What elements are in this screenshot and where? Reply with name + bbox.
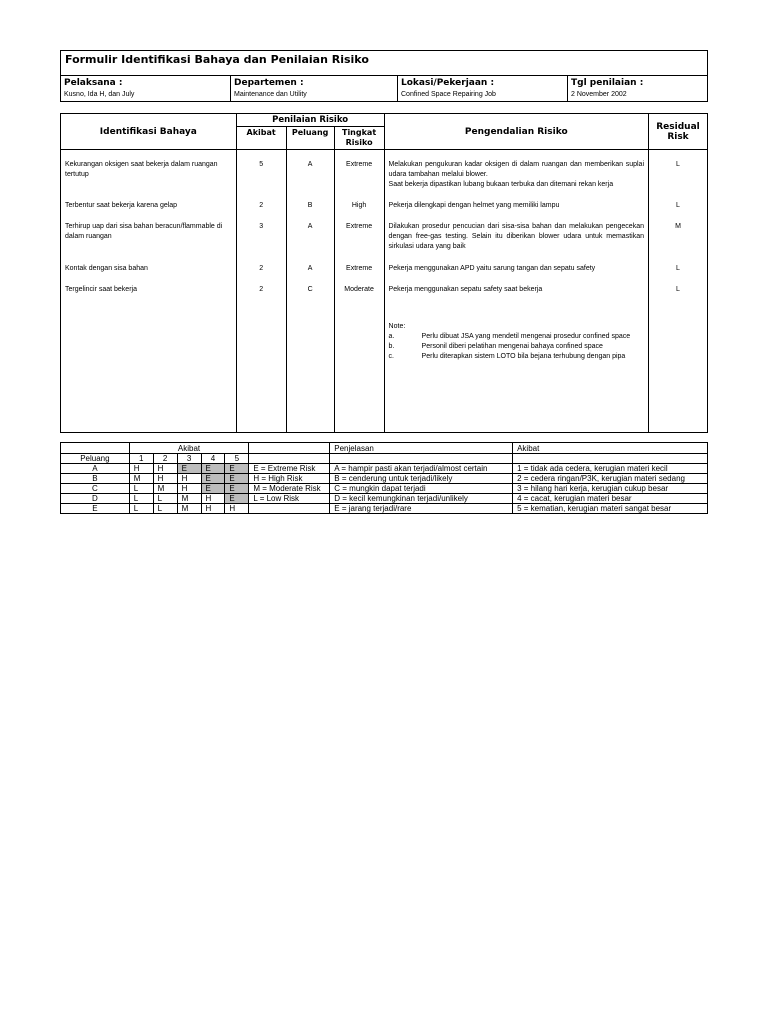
legend-akibat: 3 = hilang hari kerja, kerugian cukup besar bbox=[513, 484, 708, 494]
legend-peluang: E bbox=[61, 504, 130, 514]
control-item: Pekerja menggunakan sepatu safety saat bekerja bbox=[388, 286, 543, 293]
legend-penjelasan-header: Penjelasan bbox=[330, 443, 513, 454]
hazard-column bbox=[61, 150, 237, 433]
legend-penjelasan: E = jarang terjadi/rare bbox=[330, 504, 513, 514]
tingkat-value: Extreme bbox=[346, 265, 373, 272]
legend-col-header: 4 bbox=[201, 454, 225, 464]
peluang-value: A bbox=[307, 265, 313, 272]
info-value: Maintenance dan Utility bbox=[234, 91, 307, 98]
control-text: Saat bekerja dipastikan lubang bukaan terbuka dan ditemani rekan kerja bbox=[388, 181, 614, 188]
legend-penjelasan: D = kecil kemungkinan terjadi/unlikely bbox=[330, 494, 513, 504]
header-assessment: Penilaian Risiko bbox=[236, 114, 384, 127]
akibat-column bbox=[236, 150, 286, 433]
matrix-cell: H bbox=[201, 494, 225, 504]
legend-row bbox=[61, 464, 708, 474]
legend-blank bbox=[513, 454, 708, 464]
tingkat-value: Extreme bbox=[346, 223, 373, 230]
residual-value: L bbox=[676, 161, 680, 168]
legend-row bbox=[61, 504, 708, 514]
legend-penjelasan: A = hampir pasti akan terjadi/almost certain bbox=[330, 464, 513, 474]
matrix-cell: E bbox=[225, 464, 249, 474]
note-text: Personil diberi pelatihan mengenai bahaya confined space bbox=[421, 343, 603, 350]
info-label: Lokasi/Pekerjaan : bbox=[401, 78, 495, 88]
legend-blank bbox=[61, 443, 130, 454]
legend-akibat2-header: Akibat bbox=[513, 443, 708, 454]
legend-blank bbox=[330, 454, 513, 464]
legend-akibat: 5 = kematian, kerugian materi sangat besar bbox=[513, 504, 708, 514]
akibat-value: 2 bbox=[259, 286, 264, 293]
info-lokasi bbox=[398, 76, 568, 101]
matrix-cell: L bbox=[153, 494, 177, 504]
info-pelaksana bbox=[61, 76, 231, 101]
matrix-cell: L bbox=[153, 504, 177, 514]
hazard-item: Terbentur saat bekerja karena gelap bbox=[65, 202, 178, 209]
legend-akibat-header: Akibat bbox=[129, 443, 249, 454]
legend-risk: L = Low Risk bbox=[249, 494, 330, 504]
matrix-cell: E bbox=[201, 474, 225, 484]
info-tanggal bbox=[568, 76, 707, 101]
residual-value: M bbox=[675, 223, 681, 230]
legend-risk bbox=[249, 504, 330, 514]
matrix-cell: E bbox=[201, 484, 225, 494]
header-peluang: Peluang bbox=[286, 127, 334, 150]
legend-peluang: C bbox=[61, 484, 130, 494]
control-item: Dilakukan prosedur pencucian dari sisa-sisa bahan dan melakukan pengecekan dengan free-gas testing. Selain itu diberikan blower udara untuk memastikan sirkulasi udara yang baik bbox=[388, 223, 644, 250]
akibat-value: 2 bbox=[259, 265, 264, 272]
legend-col-header: 2 bbox=[153, 454, 177, 464]
note-text: Perlu dibuat JSA yang mendetil mengenai prosedur confined space bbox=[421, 333, 631, 340]
note-item bbox=[389, 352, 644, 362]
legend-blank bbox=[249, 443, 330, 454]
legend-risk: E = Extreme Risk bbox=[249, 464, 330, 474]
tingkat-value: Extreme bbox=[346, 161, 373, 168]
info-row bbox=[61, 76, 707, 101]
residual-value: L bbox=[676, 265, 680, 272]
legend-peluang-label: Peluang bbox=[61, 454, 130, 464]
info-departemen bbox=[231, 76, 398, 101]
matrix-cell: H bbox=[177, 484, 201, 494]
control-item: Pekerja menggunakan APD yaitu sarung tangan dan sepatu safety bbox=[388, 265, 596, 272]
legend-row bbox=[61, 484, 708, 494]
matrix-cell: E bbox=[201, 464, 225, 474]
header-tingkat: Tingkat Risiko bbox=[334, 127, 384, 150]
form-title: Formulir Identifikasi Bahaya dan Penilaian Risiko bbox=[61, 51, 707, 76]
note-marker: a. bbox=[388, 333, 395, 340]
matrix-cell: E bbox=[225, 474, 249, 484]
matrix-cell: H bbox=[225, 504, 249, 514]
control-column bbox=[384, 150, 648, 433]
note-text: Perlu diterapkan sistem LOTO bila bejana terhubung dengan pipa bbox=[421, 353, 626, 360]
akibat-value: 2 bbox=[259, 202, 264, 209]
akibat-value: 5 bbox=[259, 161, 264, 168]
control-item bbox=[386, 160, 647, 201]
matrix-cell: H bbox=[153, 474, 177, 484]
tingkat-value: High bbox=[351, 202, 367, 209]
matrix-cell: E bbox=[177, 464, 201, 474]
legend-col-header: 1 bbox=[129, 454, 153, 464]
legend-risk: H = High Risk bbox=[249, 474, 330, 484]
matrix-cell: H bbox=[177, 474, 201, 484]
header-residual: Residual Risk bbox=[649, 114, 708, 150]
legend-penjelasan: C = mungkin dapat terjadi bbox=[330, 484, 513, 494]
peluang-value: B bbox=[307, 202, 313, 209]
matrix-cell: L bbox=[129, 494, 153, 504]
legend-row bbox=[61, 494, 708, 504]
matrix-cell: H bbox=[129, 464, 153, 474]
residual-value: L bbox=[676, 202, 680, 209]
peluang-column bbox=[286, 150, 334, 433]
note-block bbox=[386, 322, 647, 362]
control-text: Melakukan pengukuran kadar oksigen di dalam ruangan dan memberikan suplai udara tambahan melalui blower. bbox=[388, 161, 644, 178]
hazard-item: Tergelincir saat bekerja bbox=[65, 286, 137, 293]
matrix-cell: E bbox=[225, 484, 249, 494]
header-control: Pengendalian Risiko bbox=[384, 114, 648, 150]
legend-col-header: 5 bbox=[225, 454, 249, 464]
matrix-cell: M bbox=[177, 504, 201, 514]
legend-akibat: 4 = cacat, kerugian materi besar bbox=[513, 494, 708, 504]
legend-row bbox=[61, 474, 708, 484]
info-label: Departemen : bbox=[234, 78, 304, 88]
note-marker: b. bbox=[388, 343, 395, 350]
matrix-cell: L bbox=[129, 484, 153, 494]
control-item: Pekerja dilengkapi dengan helmet yang memiliki lampu bbox=[388, 202, 560, 209]
note-item bbox=[389, 342, 644, 352]
peluang-value: A bbox=[307, 223, 313, 230]
note-title: Note: bbox=[388, 323, 406, 330]
legend-penjelasan: B = cenderung untuk terjadi/likely bbox=[330, 474, 513, 484]
residual-value: L bbox=[676, 286, 680, 293]
matrix-cell: M bbox=[129, 474, 153, 484]
legend-risk: M = Moderate Risk bbox=[249, 484, 330, 494]
legend-peluang: A bbox=[61, 464, 130, 474]
info-value: Kusno, Ida H, dan July bbox=[64, 91, 135, 98]
matrix-cell: H bbox=[153, 464, 177, 474]
info-value: Confined Space Repairing Job bbox=[401, 91, 496, 98]
note-item bbox=[389, 332, 644, 342]
header-akibat: Akibat bbox=[236, 127, 286, 150]
hazard-item: Terhirup uap dari sisa bahan beracun/flammable di dalam ruangan bbox=[65, 223, 223, 240]
info-label: Pelaksana : bbox=[64, 78, 123, 88]
peluang-value: C bbox=[307, 286, 313, 293]
legend-akibat: 2 = cedera ringan/P3K, kerugian materi sedang bbox=[513, 474, 708, 484]
matrix-cell: M bbox=[153, 484, 177, 494]
info-label: Tgl penilaian : bbox=[571, 78, 644, 88]
matrix-cell: E bbox=[225, 494, 249, 504]
risk-matrix-legend bbox=[60, 442, 708, 514]
peluang-value: A bbox=[307, 161, 313, 168]
header-hazard: Identifikasi Bahaya bbox=[61, 114, 237, 150]
note-marker: c. bbox=[388, 353, 394, 360]
legend-blank bbox=[249, 454, 330, 464]
hazard-item: Kontak dengan sisa bahan bbox=[65, 265, 148, 272]
risk-table bbox=[60, 113, 708, 433]
legend-akibat: 1 = tidak ada cedera, kerugian materi kecil bbox=[513, 464, 708, 474]
matrix-cell: M bbox=[177, 494, 201, 504]
matrix-cell: H bbox=[201, 504, 225, 514]
legend-col-header: 3 bbox=[177, 454, 201, 464]
form-header bbox=[60, 50, 708, 102]
tingkat-value: Moderate bbox=[344, 286, 374, 293]
akibat-value: 3 bbox=[259, 223, 264, 230]
legend-peluang: B bbox=[61, 474, 130, 484]
matrix-cell: L bbox=[129, 504, 153, 514]
info-value: 2 November 2002 bbox=[571, 91, 627, 98]
hazard-item: Kekurangan oksigen saat bekerja dalam ruangan tertutup bbox=[65, 161, 218, 178]
tingkat-column bbox=[334, 150, 384, 433]
residual-column bbox=[649, 150, 708, 433]
legend-peluang: D bbox=[61, 494, 130, 504]
